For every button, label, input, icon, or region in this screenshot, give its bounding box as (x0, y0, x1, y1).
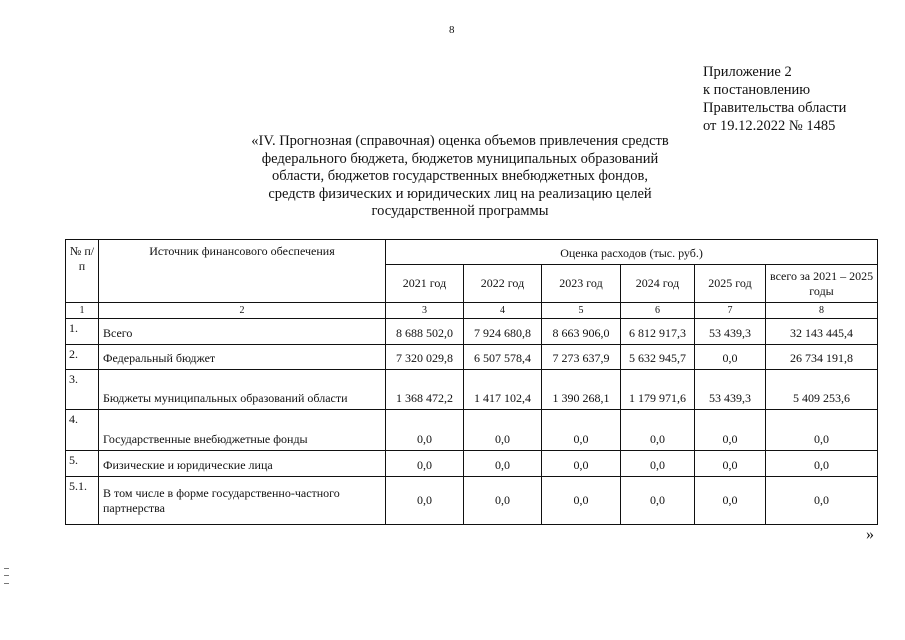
column-index: 7 (695, 303, 766, 319)
header-num: № п/п (66, 240, 99, 303)
value-cell: 26 734 191,8 (766, 345, 878, 370)
row-source: Всего (99, 319, 386, 345)
value-cell: 32 143 445,4 (766, 319, 878, 345)
value-cell: 0,0 (695, 410, 766, 451)
value-cell: 7 320 029,8 (386, 345, 464, 370)
column-index: 6 (621, 303, 695, 319)
header-year: 2025 год (695, 265, 766, 303)
table-row (66, 451, 878, 477)
header-source: Источник финансового обеспечения (99, 240, 386, 303)
value-cell: 0,0 (695, 451, 766, 477)
value-cell: 5 409 253,6 (766, 370, 878, 410)
value-cell: 6 812 917,3 (621, 319, 695, 345)
row-source: Физические и юридические лица (99, 451, 386, 477)
appendix-line: Приложение 2 (703, 64, 792, 80)
header-row (66, 240, 878, 265)
header-year: 2021 год (386, 265, 464, 303)
table-row (66, 319, 878, 345)
appendix-block (703, 63, 846, 135)
row-source: Федеральный бюджет (99, 345, 386, 370)
column-index: 2 (99, 303, 386, 319)
column-index-row (66, 303, 878, 319)
value-cell: 0,0 (542, 477, 621, 525)
appendix-line: к постановлению (703, 82, 811, 98)
value-cell: 7 924 680,8 (464, 319, 542, 345)
value-cell: 8 663 906,0 (542, 319, 621, 345)
header-year: 2022 год (464, 265, 542, 303)
row-num: 4. (66, 410, 99, 451)
header-total-period: всего за 2021 – 2025 годы (766, 265, 878, 303)
title-line: федерального бюджета, бюджетов муниципальных образований (261, 150, 659, 167)
title-line: средств физических и юридических лиц на реализацию целей (268, 185, 652, 202)
value-cell: 0,0 (621, 410, 695, 451)
column-index: 1 (66, 303, 99, 319)
appendix-line: Правительства области (703, 100, 847, 116)
value-cell: 0,0 (766, 477, 878, 525)
value-cell: 0,0 (464, 451, 542, 477)
margin-binding-mark (4, 568, 9, 584)
row-num: 5. (66, 451, 99, 477)
value-cell: 0,0 (542, 410, 621, 451)
table-row (66, 370, 878, 410)
value-cell: 0,0 (386, 410, 464, 451)
column-index: 4 (464, 303, 542, 319)
row-source: В том числе в форме государственно-частного партнерства (99, 477, 386, 525)
page-number: 8 (449, 24, 455, 36)
header-year: 2024 год (621, 265, 695, 303)
value-cell: 5 632 945,7 (621, 345, 695, 370)
row-num: 2. (66, 345, 99, 370)
funding-estimate-table (65, 239, 878, 525)
table-row (66, 477, 878, 525)
row-source: Бюджеты муниципальных образований области (99, 370, 386, 410)
value-cell: 0,0 (695, 477, 766, 525)
value-cell: 0,0 (386, 451, 464, 477)
section-title (190, 133, 730, 221)
column-index: 8 (766, 303, 878, 319)
value-cell: 53 439,3 (695, 370, 766, 410)
value-cell: 0,0 (621, 477, 695, 525)
appendix-line: от 19.12.2022 № 1485 (703, 118, 836, 134)
value-cell: 1 368 472,2 (386, 370, 464, 410)
value-cell: 1 390 268,1 (542, 370, 621, 410)
value-cell: 6 507 578,4 (464, 345, 542, 370)
column-index: 3 (386, 303, 464, 319)
value-cell: 0,0 (621, 451, 695, 477)
table-row (66, 345, 878, 370)
title-line: области, бюджетов государственных внебюджетных фондов, (271, 168, 649, 185)
value-cell: 0,0 (695, 345, 766, 370)
row-source: Государственные внебюджетные фонды (99, 410, 386, 451)
value-cell: 8 688 502,0 (386, 319, 464, 345)
value-cell: 0,0 (464, 410, 542, 451)
column-index: 5 (542, 303, 621, 319)
value-cell: 1 417 102,4 (464, 370, 542, 410)
title-line: «IV. Прогнозная (справочная) оценка объемов привлечения средств (251, 133, 669, 149)
closing-quote: » (866, 526, 874, 543)
title-line: государственной программы (371, 203, 549, 220)
row-num: 3. (66, 370, 99, 410)
header-year: 2023 год (542, 265, 621, 303)
value-cell: 53 439,3 (695, 319, 766, 345)
value-cell: 0,0 (542, 451, 621, 477)
row-num: 5.1. (66, 477, 99, 525)
value-cell: 0,0 (766, 451, 878, 477)
table-row (66, 410, 878, 451)
value-cell: 0,0 (766, 410, 878, 451)
row-num: 1. (66, 319, 99, 345)
value-cell: 0,0 (386, 477, 464, 525)
value-cell: 1 179 971,6 (621, 370, 695, 410)
value-cell: 7 273 637,9 (542, 345, 621, 370)
value-cell: 0,0 (464, 477, 542, 525)
header-estimate-group: Оценка расходов (тыс. руб.) (386, 240, 878, 265)
